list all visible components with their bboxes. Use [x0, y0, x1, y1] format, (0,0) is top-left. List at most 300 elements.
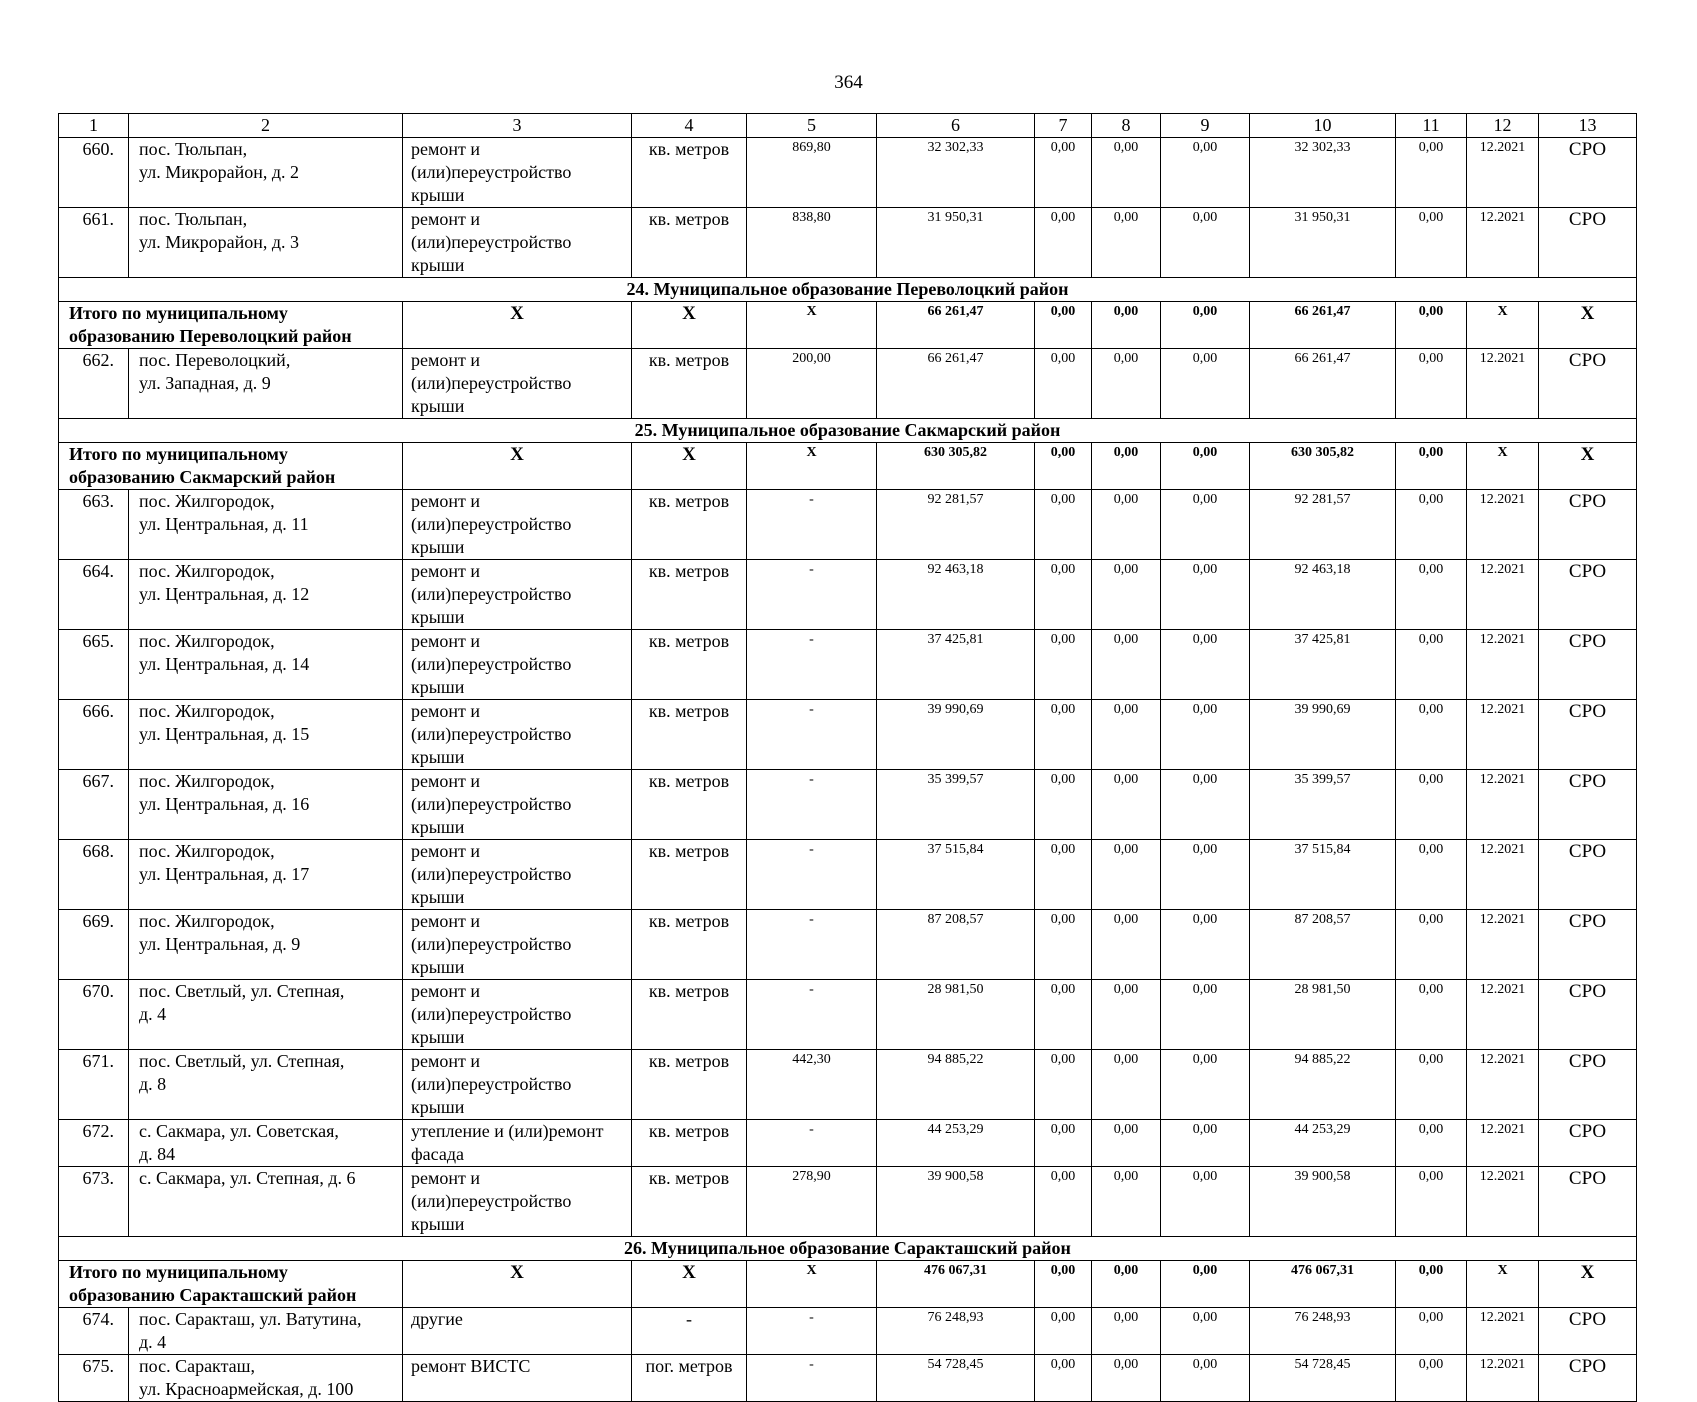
value-cell: 92 463,18: [1250, 560, 1396, 630]
total-label: [59, 302, 403, 349]
value-cell: 0,00: [1161, 1050, 1250, 1120]
address-cell-line: пос. Светлый, ул. Степная,: [139, 1051, 345, 1071]
value-cell: 0,00: [1092, 1050, 1161, 1120]
work-type-cell-line: ремонт и (или): [411, 209, 481, 252]
col-header: 11: [1396, 114, 1467, 138]
total-value-cell: 0,00: [1161, 302, 1250, 349]
value-cell: 0,00: [1092, 630, 1161, 700]
method-cell: СРО: [1539, 1355, 1637, 1402]
value-cell: 0,00: [1161, 208, 1250, 278]
total-x-cell: Х: [632, 302, 747, 349]
row-number: 660.: [59, 138, 129, 208]
value-cell: 0,00: [1161, 630, 1250, 700]
value-cell: 0,00: [1396, 1050, 1467, 1120]
work-type-cell: [403, 630, 632, 700]
value-cell: 0,00: [1161, 910, 1250, 980]
address-cell: [129, 1120, 403, 1167]
total-x-cell: Х: [632, 443, 747, 490]
address-cell: [129, 490, 403, 560]
value-cell: 0,00: [1035, 980, 1092, 1050]
address-cell-line: с. Сакмара, ул. Степная, д. 6: [139, 1168, 356, 1188]
work-type-cell-line: ремонт и (или): [411, 911, 481, 954]
col-header: 12: [1467, 114, 1539, 138]
work-type-cell-line: переустройство крыши: [411, 864, 572, 907]
value-cell: 37 425,81: [877, 630, 1035, 700]
value-cell: 0,00: [1092, 980, 1161, 1050]
address-cell-line: пос. Жилгородок,: [139, 841, 275, 861]
value-cell: 92 281,57: [1250, 490, 1396, 560]
value-cell: 0,00: [1035, 1167, 1092, 1237]
unit-cell: кв. метров: [632, 980, 747, 1050]
value-cell: 0,00: [1035, 1308, 1092, 1355]
unit-cell: кв. метров: [632, 700, 747, 770]
work-type-cell-line: ремонт и (или): [411, 561, 481, 604]
value-cell: 0,00: [1161, 349, 1250, 419]
address-cell-line: пос. Саракташ,: [139, 1356, 255, 1376]
value-cell: 869,80: [747, 138, 877, 208]
work-type-cell: [403, 1167, 632, 1237]
work-type-cell: [403, 138, 632, 208]
value-cell: 0,00: [1035, 770, 1092, 840]
row-number: 674.: [59, 1308, 129, 1355]
method-cell: СРО: [1539, 770, 1637, 840]
work-type-cell-line: ремонт и (или): [411, 631, 481, 674]
value-cell: 37 425,81: [1250, 630, 1396, 700]
work-type-cell: [403, 910, 632, 980]
row-number: 666.: [59, 700, 129, 770]
table-row: [59, 630, 1637, 700]
total-label-line: образованию Саракташский район: [69, 1285, 357, 1305]
col-header: 1: [59, 114, 129, 138]
work-type-cell-line: ремонт фасада: [411, 1121, 604, 1164]
total-value-cell: Х: [1467, 443, 1539, 490]
address-cell-line: пос. Жилгородок,: [139, 771, 275, 791]
work-type-cell: [403, 980, 632, 1050]
table-row: [59, 490, 1637, 560]
value-cell: 54 728,45: [1250, 1355, 1396, 1402]
address-cell-line: д. 8: [139, 1074, 167, 1094]
address-cell-line: пос. Тюльпан,: [139, 209, 248, 229]
value-cell: 37 515,84: [877, 840, 1035, 910]
total-value-cell: 0,00: [1092, 443, 1161, 490]
row-number: 671.: [59, 1050, 129, 1120]
value-cell: 0,00: [1092, 560, 1161, 630]
value-cell: 44 253,29: [1250, 1120, 1396, 1167]
table-row: [59, 1308, 1637, 1355]
value-cell: 0,00: [1396, 700, 1467, 770]
total-value-cell: 0,00: [1092, 1261, 1161, 1308]
method-cell: СРО: [1539, 910, 1637, 980]
work-type-cell: [403, 349, 632, 419]
table-row: [59, 138, 1637, 208]
total-value-cell: 0,00: [1161, 1261, 1250, 1308]
section-title: 26. Муниципальное образование Саракташский район: [59, 1237, 1637, 1261]
unit-cell: кв. метров: [632, 840, 747, 910]
value-cell: 0,00: [1035, 1355, 1092, 1402]
column-number-row: [59, 114, 1637, 138]
value-cell: 12.2021: [1467, 560, 1539, 630]
table-row: [59, 1167, 1637, 1237]
address-cell: [129, 840, 403, 910]
value-cell: 0,00: [1035, 700, 1092, 770]
value-cell: 12.2021: [1467, 980, 1539, 1050]
total-value-cell: 0,00: [1396, 302, 1467, 349]
total-x-cell: Х: [1539, 302, 1637, 349]
table-row: [59, 840, 1637, 910]
row-number: 668.: [59, 840, 129, 910]
unit-cell: кв. метров: [632, 208, 747, 278]
value-cell: 0,00: [1161, 980, 1250, 1050]
value-cell: 0,00: [1396, 1308, 1467, 1355]
value-cell: 442,30: [747, 1050, 877, 1120]
value-cell: 0,00: [1035, 208, 1092, 278]
total-x-cell: Х: [403, 302, 632, 349]
value-cell: 0,00: [1161, 700, 1250, 770]
address-cell-line: пос. Жилгородок,: [139, 701, 275, 721]
work-type-cell-line: переустройство крыши: [411, 1004, 572, 1047]
row-number: 670.: [59, 980, 129, 1050]
method-cell: СРО: [1539, 1167, 1637, 1237]
table-body: [59, 114, 1637, 1402]
value-cell: 0,00: [1161, 138, 1250, 208]
value-cell: 0,00: [1161, 560, 1250, 630]
address-cell: [129, 630, 403, 700]
total-value-cell: Х: [1467, 1261, 1539, 1308]
value-cell: 0,00: [1035, 560, 1092, 630]
value-cell: 12.2021: [1467, 1308, 1539, 1355]
col-header: 4: [632, 114, 747, 138]
col-header: 7: [1035, 114, 1092, 138]
unit-cell: пог. метров: [632, 1355, 747, 1402]
method-cell: СРО: [1539, 630, 1637, 700]
section-header-row: [59, 278, 1637, 302]
row-number: 672.: [59, 1120, 129, 1167]
section-header-row: [59, 419, 1637, 443]
total-row: [59, 1261, 1637, 1308]
col-header: 5: [747, 114, 877, 138]
address-cell: [129, 1050, 403, 1120]
address-cell-line: пос. Жилгородок,: [139, 911, 275, 931]
value-cell: 0,00: [1092, 1167, 1161, 1237]
total-value-cell: 630 305,82: [1250, 443, 1396, 490]
table-row: [59, 560, 1637, 630]
col-header: 6: [877, 114, 1035, 138]
value-cell: 12.2021: [1467, 490, 1539, 560]
work-type-cell: [403, 770, 632, 840]
address-cell-line: ул. Центральная, д. 16: [139, 794, 310, 814]
work-type-cell-line: переустройство крыши: [411, 232, 572, 275]
work-type-cell-line: ремонт и (или): [411, 771, 481, 814]
address-cell: [129, 560, 403, 630]
address-cell-line: пос. Саракташ, ул. Ватутина,: [139, 1309, 362, 1329]
method-cell: СРО: [1539, 980, 1637, 1050]
total-label: [59, 1261, 403, 1308]
value-cell: 0,00: [1396, 1167, 1467, 1237]
value-cell: 12.2021: [1467, 138, 1539, 208]
value-cell: -: [747, 1120, 877, 1167]
value-cell: -: [747, 1355, 877, 1402]
work-type-cell: [403, 1355, 632, 1402]
section-header-row: [59, 1237, 1637, 1261]
method-cell: СРО: [1539, 490, 1637, 560]
work-type-cell-line: ремонт и (или): [411, 350, 481, 393]
address-cell-line: ул. Микрорайон, д. 3: [139, 232, 299, 252]
value-cell: 0,00: [1161, 1120, 1250, 1167]
value-cell: 0,00: [1396, 1355, 1467, 1402]
value-cell: 0,00: [1035, 630, 1092, 700]
work-type-cell-line: ремонт и (или): [411, 1168, 481, 1211]
value-cell: 0,00: [1396, 910, 1467, 980]
page-number: 364: [834, 72, 863, 93]
work-type-cell-line: ремонт и (или): [411, 981, 481, 1024]
work-type-cell-line: ремонт и (или): [411, 139, 481, 182]
work-type-cell-line: переустройство крыши: [411, 162, 572, 205]
address-cell-line: ул. Центральная, д. 11: [139, 514, 309, 534]
value-cell: -: [747, 700, 877, 770]
work-type-cell: [403, 560, 632, 630]
value-cell: -: [747, 770, 877, 840]
value-cell: 31 950,31: [1250, 208, 1396, 278]
value-cell: 31 950,31: [877, 208, 1035, 278]
method-cell: СРО: [1539, 1308, 1637, 1355]
value-cell: 0,00: [1092, 1120, 1161, 1167]
unit-cell: кв. метров: [632, 910, 747, 980]
work-type-cell-line: переустройство крыши: [411, 514, 572, 557]
total-value-cell: 476 067,31: [877, 1261, 1035, 1308]
total-label-line: Итого по муниципальному: [69, 303, 288, 323]
repair-table: [58, 113, 1637, 1402]
work-type-cell: [403, 1308, 632, 1355]
value-cell: 0,00: [1035, 840, 1092, 910]
work-type-cell-line: переустройство крыши: [411, 584, 572, 627]
method-cell: СРО: [1539, 349, 1637, 419]
work-type-cell-line: переустройство крыши: [411, 373, 572, 416]
total-label-line: образованию Сакмарский район: [69, 467, 336, 487]
value-cell: 200,00: [747, 349, 877, 419]
work-type-cell: [403, 1120, 632, 1167]
work-type-cell-line: утепление и (или): [411, 1121, 549, 1141]
value-cell: 39 900,58: [877, 1167, 1035, 1237]
address-cell-line: ул. Центральная, д. 17: [139, 864, 310, 884]
value-cell: 92 463,18: [877, 560, 1035, 630]
work-type-cell-line: переустройство крыши: [411, 1074, 572, 1117]
total-value-cell: 0,00: [1396, 1261, 1467, 1308]
value-cell: 28 981,50: [1250, 980, 1396, 1050]
value-cell: 0,00: [1396, 349, 1467, 419]
total-x-cell: Х: [1539, 443, 1637, 490]
address-cell: [129, 910, 403, 980]
value-cell: 12.2021: [1467, 630, 1539, 700]
value-cell: 12.2021: [1467, 1050, 1539, 1120]
value-cell: 92 281,57: [877, 490, 1035, 560]
value-cell: -: [747, 560, 877, 630]
method-cell: СРО: [1539, 560, 1637, 630]
address-cell-line: д. 4: [139, 1004, 167, 1024]
address-cell-line: ул. Центральная, д. 14: [139, 654, 310, 674]
value-cell: 0,00: [1092, 490, 1161, 560]
value-cell: 0,00: [1396, 490, 1467, 560]
col-header: 13: [1539, 114, 1637, 138]
address-cell: [129, 349, 403, 419]
value-cell: 0,00: [1396, 980, 1467, 1050]
value-cell: 0,00: [1161, 840, 1250, 910]
value-cell: 0,00: [1161, 1308, 1250, 1355]
total-value-cell: 0,00: [1035, 302, 1092, 349]
method-cell: СРО: [1539, 138, 1637, 208]
value-cell: 12.2021: [1467, 840, 1539, 910]
row-number: 664.: [59, 560, 129, 630]
value-cell: 37 515,84: [1250, 840, 1396, 910]
address-cell-line: д. 4: [139, 1332, 167, 1352]
value-cell: 0,00: [1035, 910, 1092, 980]
value-cell: 0,00: [1396, 840, 1467, 910]
section-title: 24. Муниципальное образование Переволоцкий район: [59, 278, 1637, 302]
value-cell: 12.2021: [1467, 1355, 1539, 1402]
address-cell-line: пос. Светлый, ул. Степная,: [139, 981, 345, 1001]
table-row: [59, 980, 1637, 1050]
method-cell: СРО: [1539, 1120, 1637, 1167]
total-x-cell: Х: [632, 1261, 747, 1308]
value-cell: 0,00: [1161, 1355, 1250, 1402]
value-cell: 12.2021: [1467, 208, 1539, 278]
total-x-cell: Х: [403, 1261, 632, 1308]
total-x-cell: Х: [1539, 1261, 1637, 1308]
address-cell-line: ул. Красноармейская, д. 100: [139, 1379, 354, 1399]
row-number: 673.: [59, 1167, 129, 1237]
total-value-cell: 0,00: [1161, 443, 1250, 490]
value-cell: 39 990,69: [1250, 700, 1396, 770]
table-row: [59, 700, 1637, 770]
col-header: 9: [1161, 114, 1250, 138]
row-number: 662.: [59, 349, 129, 419]
value-cell: 0,00: [1161, 1167, 1250, 1237]
value-cell: -: [747, 490, 877, 560]
value-cell: 94 885,22: [877, 1050, 1035, 1120]
total-label: [59, 443, 403, 490]
value-cell: 0,00: [1092, 349, 1161, 419]
value-cell: 0,00: [1092, 138, 1161, 208]
unit-cell: кв. метров: [632, 560, 747, 630]
method-cell: СРО: [1539, 1050, 1637, 1120]
value-cell: 0,00: [1092, 1355, 1161, 1402]
value-cell: 0,00: [1092, 840, 1161, 910]
row-number: 675.: [59, 1355, 129, 1402]
value-cell: 76 248,93: [1250, 1308, 1396, 1355]
value-cell: 0,00: [1092, 1308, 1161, 1355]
value-cell: 0,00: [1396, 770, 1467, 840]
table-row: [59, 770, 1637, 840]
value-cell: 12.2021: [1467, 349, 1539, 419]
address-cell-line: ул. Центральная, д. 12: [139, 584, 310, 604]
value-cell: 12.2021: [1467, 1167, 1539, 1237]
total-x-cell: Х: [403, 443, 632, 490]
row-number: 663.: [59, 490, 129, 560]
total-row: [59, 302, 1637, 349]
value-cell: 838,80: [747, 208, 877, 278]
value-cell: 87 208,57: [877, 910, 1035, 980]
total-value-cell: 0,00: [1035, 1261, 1092, 1308]
address-cell: [129, 1355, 403, 1402]
row-number: 661.: [59, 208, 129, 278]
address-cell-line: пос. Тюльпан,: [139, 139, 248, 159]
address-cell-line: пос. Жилгородок,: [139, 631, 275, 651]
value-cell: 35 399,57: [1250, 770, 1396, 840]
table-row: [59, 349, 1637, 419]
unit-cell: кв. метров: [632, 1167, 747, 1237]
work-type-cell: [403, 490, 632, 560]
value-cell: 0,00: [1092, 910, 1161, 980]
unit-cell: кв. метров: [632, 490, 747, 560]
table-row: [59, 1120, 1637, 1167]
unit-cell: кв. метров: [632, 770, 747, 840]
address-cell: [129, 138, 403, 208]
total-value-cell: Х: [747, 1261, 877, 1308]
table-row: [59, 910, 1637, 980]
value-cell: 32 302,33: [1250, 138, 1396, 208]
total-label-line: образованию Переволоцкий район: [69, 326, 352, 346]
value-cell: 0,00: [1396, 208, 1467, 278]
value-cell: 0,00: [1161, 770, 1250, 840]
value-cell: 66 261,47: [877, 349, 1035, 419]
address-cell-line: д. 84: [139, 1144, 176, 1164]
unit-cell: кв. метров: [632, 349, 747, 419]
value-cell: 0,00: [1035, 1050, 1092, 1120]
address-cell: [129, 208, 403, 278]
total-value-cell: 630 305,82: [877, 443, 1035, 490]
total-value-cell: Х: [747, 302, 877, 349]
address-cell-line: пос. Переволоцкий,: [139, 350, 291, 370]
unit-cell: кв. метров: [632, 138, 747, 208]
address-cell-line: ул. Западная, д. 9: [139, 373, 271, 393]
value-cell: 32 302,33: [877, 138, 1035, 208]
method-cell: СРО: [1539, 840, 1637, 910]
work-type-cell-line: переустройство крыши: [411, 794, 572, 837]
value-cell: 76 248,93: [877, 1308, 1035, 1355]
unit-cell: кв. метров: [632, 630, 747, 700]
value-cell: 0,00: [1092, 208, 1161, 278]
total-value-cell: 66 261,47: [877, 302, 1035, 349]
value-cell: 0,00: [1396, 560, 1467, 630]
unit-cell: кв. метров: [632, 1120, 747, 1167]
unit-cell: кв. метров: [632, 1050, 747, 1120]
col-header: 3: [403, 114, 632, 138]
row-number: 665.: [59, 630, 129, 700]
value-cell: 12.2021: [1467, 700, 1539, 770]
value-cell: 0,00: [1092, 770, 1161, 840]
value-cell: 0,00: [1035, 490, 1092, 560]
address-cell: [129, 1308, 403, 1355]
table-row: [59, 208, 1637, 278]
col-header: 10: [1250, 114, 1396, 138]
value-cell: 39 900,58: [1250, 1167, 1396, 1237]
value-cell: -: [747, 1308, 877, 1355]
address-cell-line: с. Сакмара, ул. Советская,: [139, 1121, 339, 1141]
table-row: [59, 1355, 1637, 1402]
address-cell-line: ул. Центральная, д. 15: [139, 724, 310, 744]
address-cell: [129, 770, 403, 840]
table-row: [59, 1050, 1637, 1120]
value-cell: 35 399,57: [877, 770, 1035, 840]
total-value-cell: 476 067,31: [1250, 1261, 1396, 1308]
section-title: 25. Муниципальное образование Сакмарский район: [59, 419, 1637, 443]
address-cell-line: ул. Центральная, д. 9: [139, 934, 301, 954]
work-type-cell-line: переустройство крыши: [411, 724, 572, 767]
value-cell: 94 885,22: [1250, 1050, 1396, 1120]
value-cell: 0,00: [1161, 490, 1250, 560]
work-type-cell: [403, 840, 632, 910]
value-cell: 0,00: [1035, 349, 1092, 419]
work-type-cell: [403, 1050, 632, 1120]
